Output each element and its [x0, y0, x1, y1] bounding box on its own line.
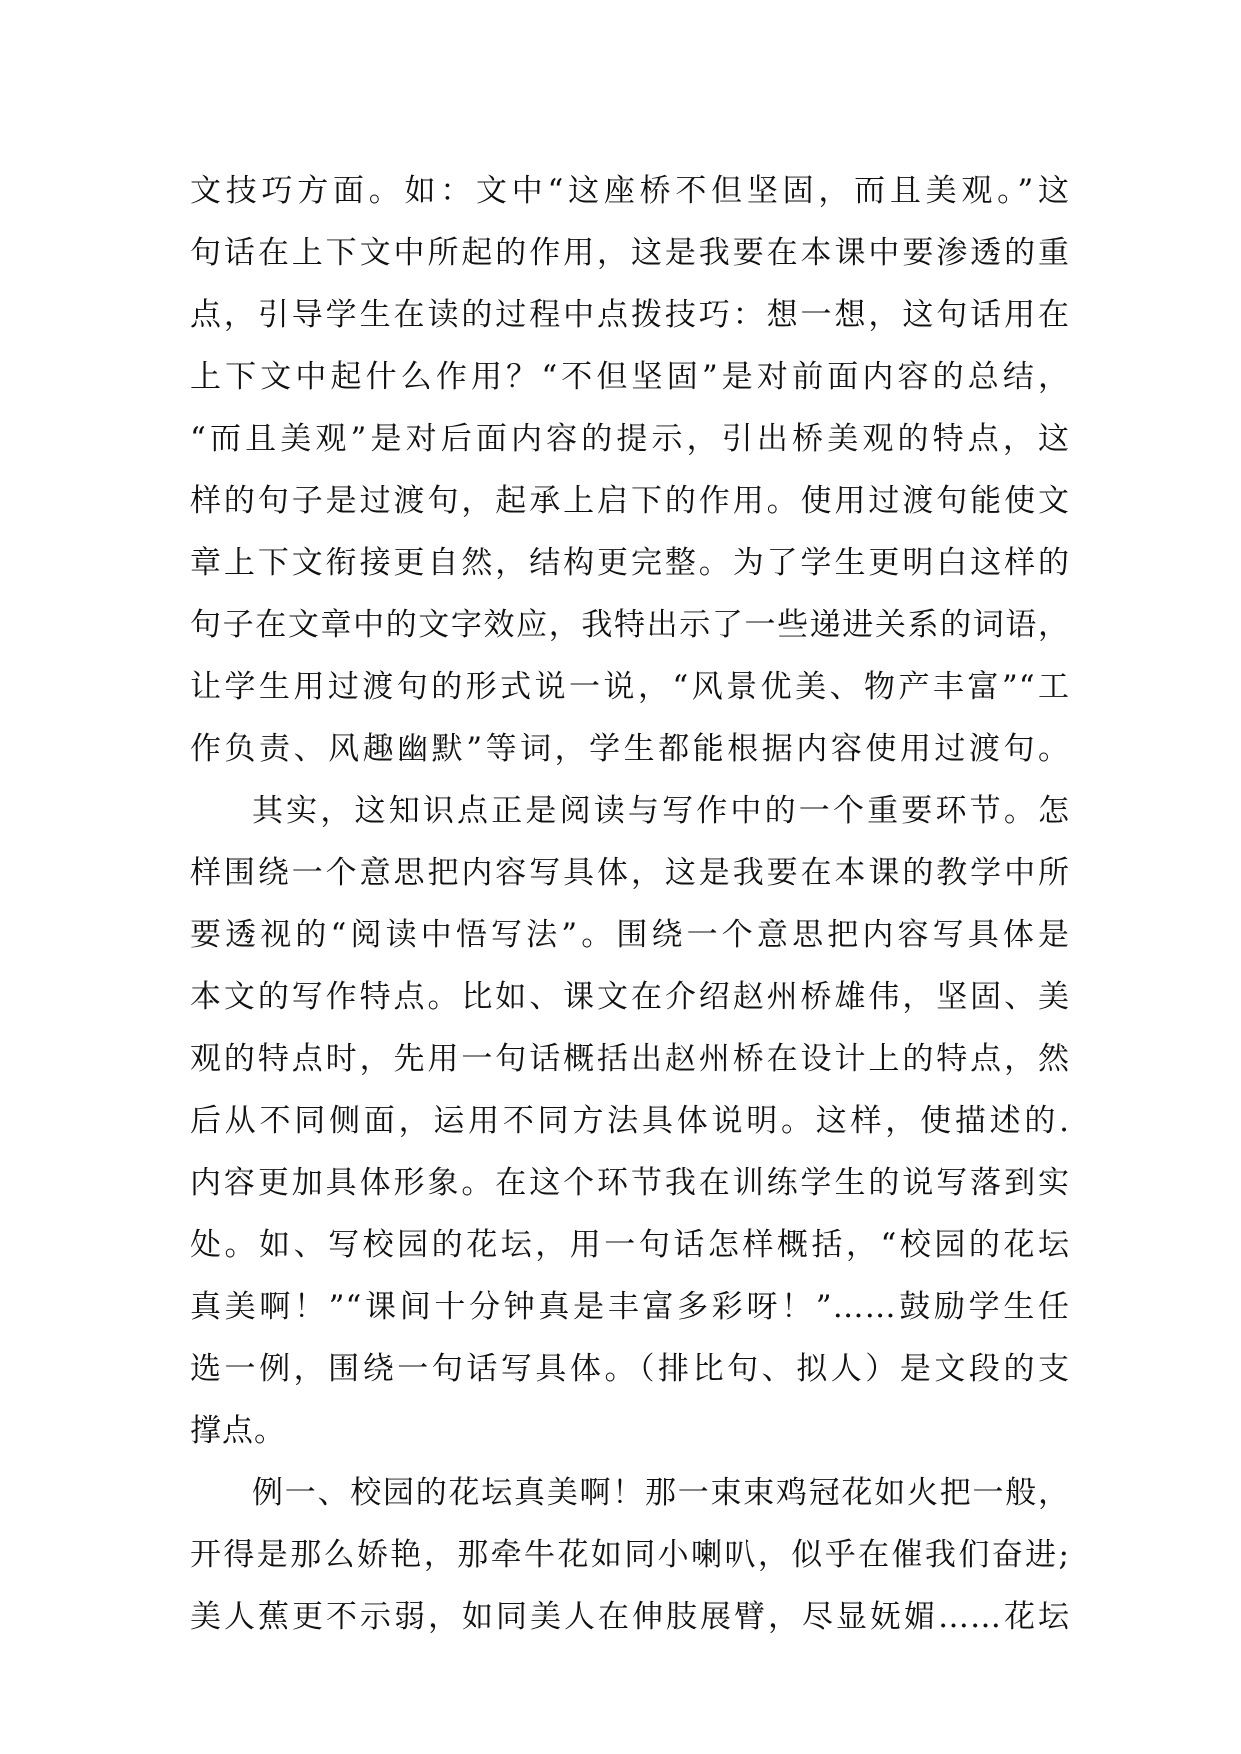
text-line: 真美啊！”“课间十分钟真是丰富多彩呀！”……鼓励学生任 [190, 1289, 1070, 1325]
text-line: 文技巧方面。如：文中“这座桥不但坚固，而且美观。”这 [190, 173, 1070, 209]
text-line: 内容更加具体形象。在这个环节我在训练学生的说写落到实 [190, 1165, 1070, 1201]
text-line: 本文的写作特点。比如、课文在介绍赵州桥雄伟，坚固、美 [190, 979, 1070, 1015]
text-line: 样的句子是过渡句，起承上启下的作用。使用过渡句能使文 [190, 483, 1070, 519]
text-line: 上下文中起什么作用？“不但坚固”是对前面内容的总结， [190, 359, 1070, 395]
text-line: 句子在文章中的文字效应，我特出示了一些递进关系的词语， [190, 607, 1070, 643]
text-line: 后从不同侧面，运用不同方法具体说明。这样，使描述的. [190, 1103, 1070, 1139]
text-line: 样围绕一个意思把内容写具体，这是我要在本课的教学中所 [190, 855, 1070, 891]
text-line: 例一、校园的花坛真美啊！那一束束鸡冠花如火把一般， [252, 1475, 1070, 1511]
text-line: 让学生用过渡句的形式说一说，“风景优美、物产丰富”“工 [190, 669, 1070, 705]
text-line: 要透视的“阅读中悟写法”。围绕一个意思把内容写具体是 [190, 917, 1070, 953]
text-line: 选一例，围绕一句话写具体。（排比句、拟人）是文段的支 [190, 1351, 1070, 1387]
text-line: 开得是那么娇艳，那牵牛花如同小喇叭，似乎在催我们奋进; [190, 1537, 1070, 1573]
text-line: 观的特点时，先用一句话概括出赵州桥在设计上的特点，然 [190, 1041, 1070, 1077]
text-line: 点，引导学生在读的过程中点拨技巧：想一想，这句话用在 [190, 297, 1070, 333]
text-line: 作负责、风趣幽默”等词，学生都能根据内容使用过渡句。 [190, 731, 1070, 767]
text-line: 章上下文衔接更自然，结构更完整。为了学生更明白这样的 [190, 545, 1070, 581]
text-line: “而且美观”是对后面内容的提示，引出桥美观的特点，这 [190, 421, 1070, 457]
text-line: 处。如、写校园的花坛，用一句话怎样概括，“校园的花坛 [190, 1227, 1070, 1263]
text-line: 美人蕉更不示弱，如同美人在伸肢展臂，尽显妩媚……花坛 [190, 1599, 1070, 1635]
text-line: 句话在上下文中所起的作用，这是我要在本课中要渗透的重 [190, 235, 1070, 271]
text-line: 撑点。 [190, 1413, 286, 1449]
body-text [190, 160, 1070, 1648]
text-line: 其实，这知识点正是阅读与写作中的一个重要环节。怎 [252, 793, 1070, 829]
